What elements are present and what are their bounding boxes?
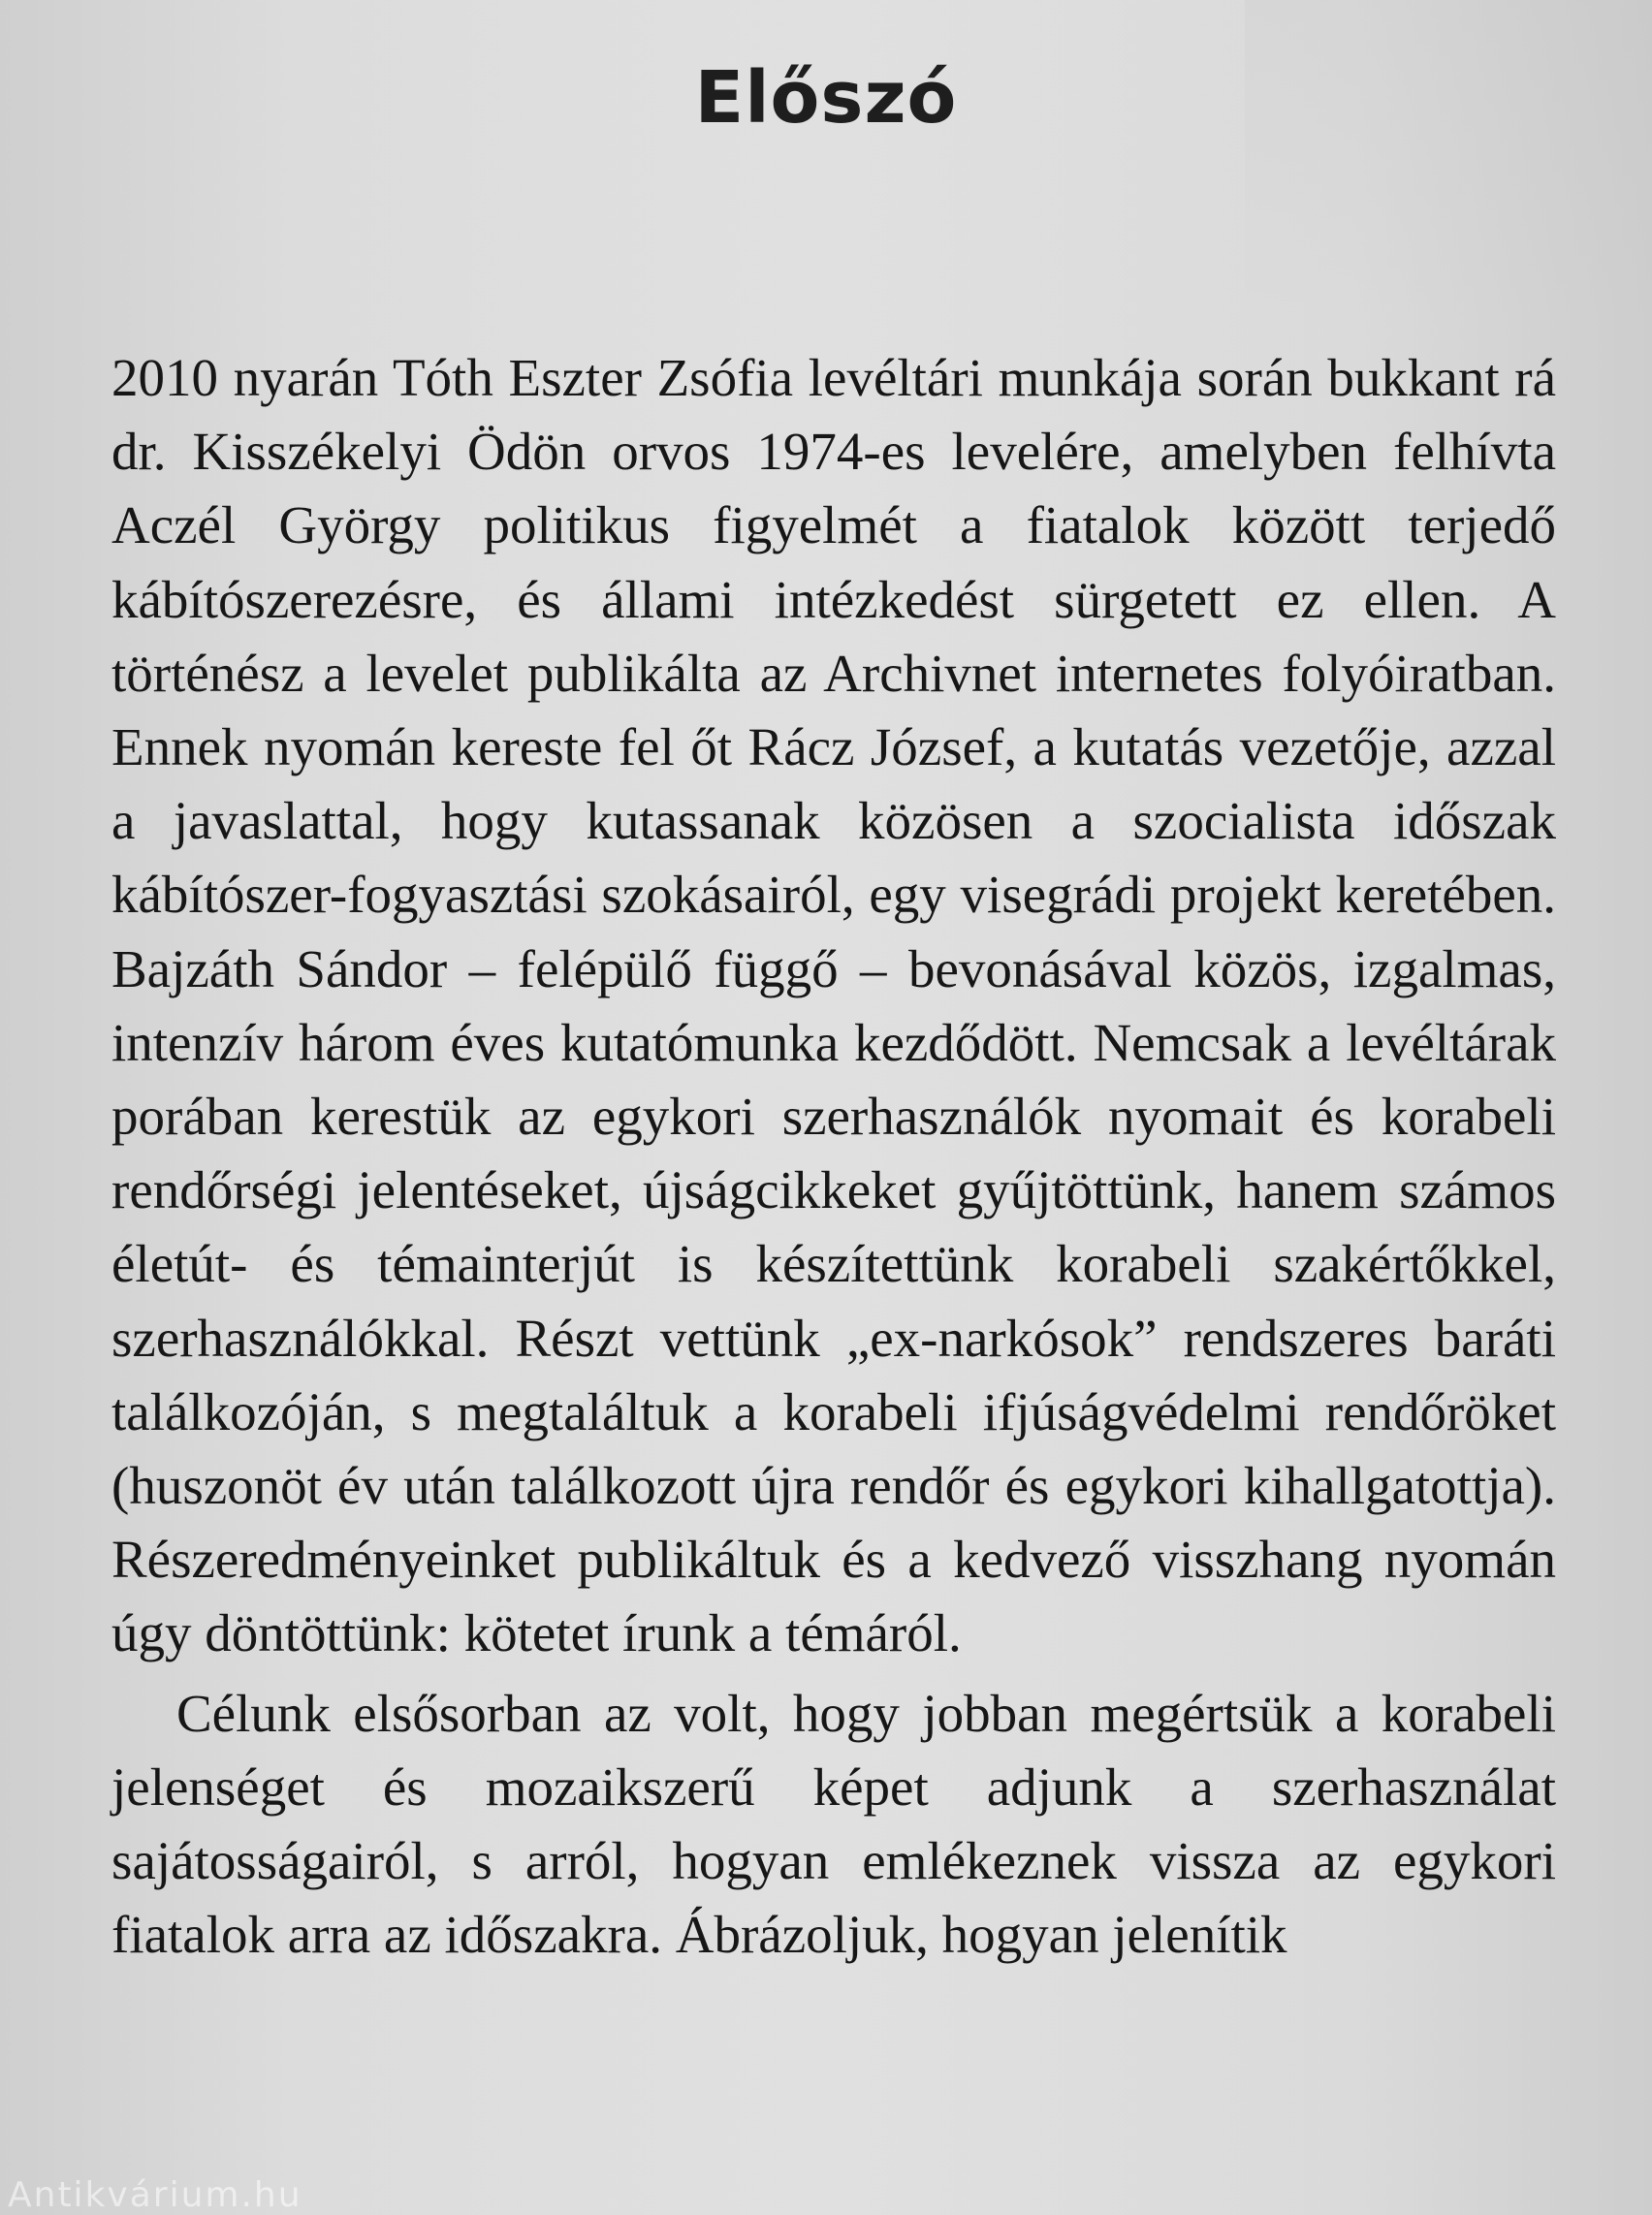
paragraph-2: Célunk elsősorban az volt, hogy jobban megértsük a korabeli jelenséget és mozaikszerű képet adjunk a szerhasználat sajátosságairól, s arról, hogyan emlékeznek vissza az egykori fiatalok arra az időszakra. Ábrázoljuk, hogyan jelenítik: [111, 1683, 1556, 1965]
watermark: Antikvárium.hu: [8, 2175, 302, 2215]
body-text: [111, 341, 1556, 1972]
paragraph-1: 2010 nyarán Tóth Eszter Zsófia levéltári munkája során bukkant rá dr. Kisszékelyi Ödön orvos 1974-es levelére, amelyben felhívta Aczél György politikus figyelmét a fiatalok között terjedő kábítószerezésre, és állami intézkedést sürgetett ez ellen. A történész a levelet publikálta az Archivnet internetes folyóiratban. Ennek nyomán kereste fel őt Rácz József, a kutatás vezetője, azzal a javaslattal, hogy kutassanak közösen a szocialista időszak kábítószer-fogyasztási szokásairól, egy visegrádi projekt keretében. Bajzáth Sándor – felépülő függő – bevonásával közös, izgalmas, intenzív három éves kutatómunka kezdődött. Nemcsak a levéltárak porában kerestük az egykori szerhasználók nyomait és korabeli rendőrségi jelentéseket, újságcikkeket gyűjtöttünk, hanem számos életút- és témainterjút is készítettünk korabeli szakértőkkel, szerhasználókkal. Részt vettünk „ex-narkósok” rendszeres baráti találkozóján, s megtaláltuk a korabeli ifjúságvédelmi rendőröket (huszonöt év után találkozott újra rendőr és egykori kihallgatottja). Részeredményeinket publikáltuk és a kedvező visszhang nyomán úgy döntöttünk: kötetet írunk a témáról.: [111, 348, 1556, 1663]
bleed-through-shadow: [1245, 0, 1652, 320]
page-title: Előszó: [694, 56, 958, 140]
